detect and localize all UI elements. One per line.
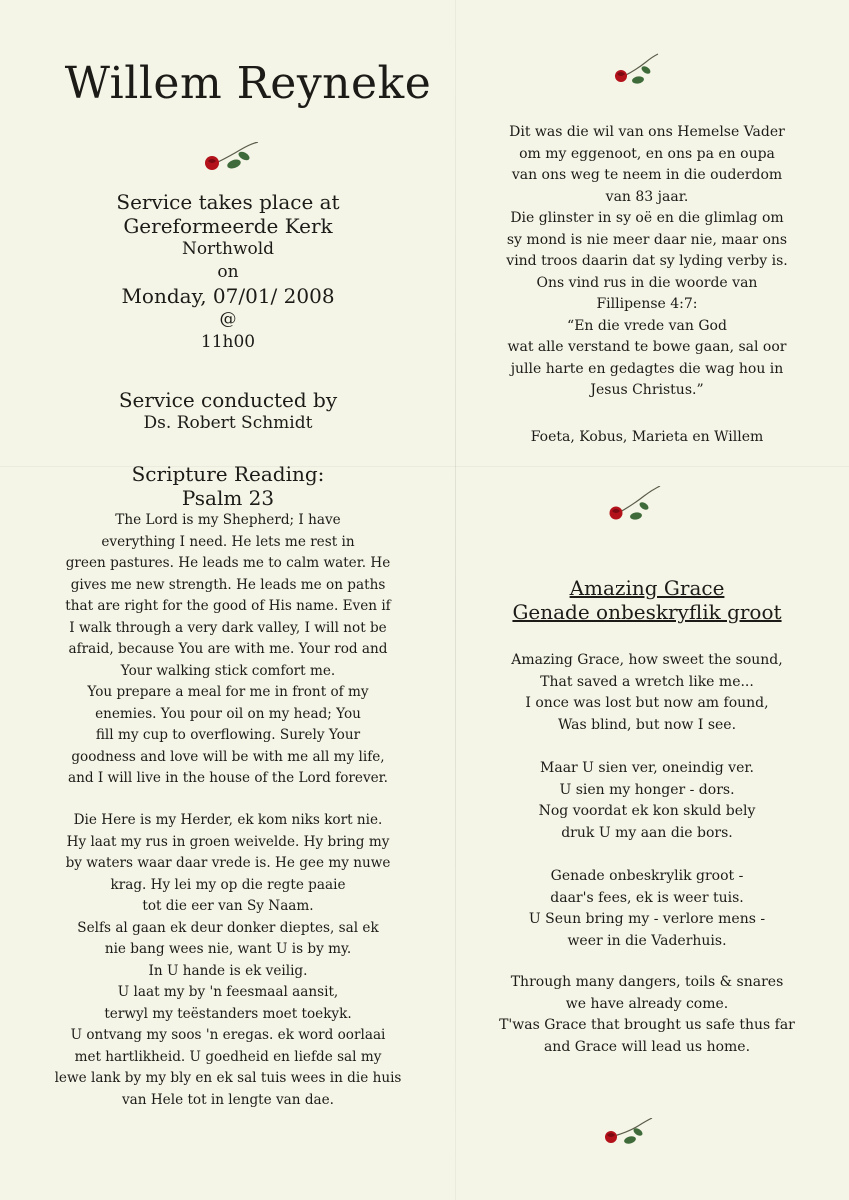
hymn-verse-1 xyxy=(462,650,832,736)
message-line: Fillipense 4:7: xyxy=(596,296,698,312)
hymn-line: Maar U sien ver, oneindig ver. xyxy=(540,760,754,776)
message-line: Ons vind rus in die woorde van xyxy=(536,274,758,291)
hymn-verse-4 xyxy=(462,972,832,1058)
psalm-line: U ontvang my soos 'n eregas. ek word oorlaai xyxy=(70,1027,386,1043)
at-label: @ xyxy=(219,309,237,329)
message-line: van 83 jaar. xyxy=(605,188,689,205)
service-time: 11h00 xyxy=(200,332,256,352)
scripture-heading-block xyxy=(18,462,438,510)
rose-icon xyxy=(606,486,662,526)
psalm-line: krag. Hy lei my op die regte paaie xyxy=(110,876,346,893)
hymn-line: weer in die Vaderhuis. xyxy=(567,932,727,949)
psalm-line: by waters waar daar vrede is. He gee my nuwe xyxy=(65,855,391,871)
psalm-line: You prepare a meal for me in front of my xyxy=(87,684,369,700)
signature-names: Foeta, Kobus, Marieta en Willem xyxy=(530,429,764,445)
psalm-line: green pastures. He leads me to calm water. He xyxy=(65,555,391,571)
hymn-title-afrikaans: Genade onbeskryflik groot xyxy=(512,600,782,624)
page-title: Willem Reyneke xyxy=(64,58,432,109)
psalm-line: Your walking stick comfort me. xyxy=(120,662,336,679)
service-details xyxy=(18,190,438,354)
psalm-line: In U hande is ek veilig. xyxy=(148,962,308,979)
message-line: julle harte en gedagtes die wag hou in xyxy=(510,360,784,377)
message-line: Dit was die wil van ons Hemelse Vader xyxy=(509,124,785,140)
hymn-line: T'was Grace that brought us safe thus far xyxy=(499,1017,795,1033)
service-date: Monday, 07/01/ 2008 xyxy=(121,284,335,308)
psalm-line: and I will live in the house of the Lord forever. xyxy=(67,770,389,786)
psalm-line: gives me new strength. He leads me on paths xyxy=(70,576,386,593)
hymn-line: daar's fees, ek is weer tuis. xyxy=(550,889,744,906)
psalm-line: Die Here is my Herder, ek kom niks kort nie. xyxy=(73,812,383,828)
psalm-line: Selfs al gaan ek deur donker dieptes, sal ek xyxy=(77,919,379,936)
hymn-line: U Seun bring my - verlore mens - xyxy=(528,911,766,927)
conducted-by xyxy=(18,388,438,435)
message-line: van ons weg te neem in die ouderdom xyxy=(511,167,783,183)
psalm-line: everything I need. He lets me rest in xyxy=(101,533,355,550)
message-line: “En die vrede van God xyxy=(567,317,727,334)
hymn-line: we have already come. xyxy=(565,995,729,1012)
psalm-line: fill my cup to overflowing. Surely Your xyxy=(95,727,361,743)
hymn-line: Nog voordat ek kon skuld bely xyxy=(538,803,756,819)
psalm-line: enemies. You pour oil on my head; You xyxy=(95,705,361,722)
hymn-line: Through many dangers, toils & snares xyxy=(510,974,784,990)
venue-line-2: Northwold xyxy=(181,239,275,259)
psalm-line: I walk through a very dark valley, I will not be xyxy=(69,619,387,636)
hymn-line: and Grace will lead us home. xyxy=(543,1038,751,1055)
paper-fold-vertical xyxy=(455,0,456,1200)
psalm-line: terwyl my teëstanders moet toekyk. xyxy=(104,1005,352,1022)
psalm-line: The Lord is my Shepherd; I have xyxy=(115,512,341,528)
right-column xyxy=(462,0,832,1200)
hymn-line: Was blind, but now I see. xyxy=(557,716,737,733)
hymn-line: That saved a wretch like me... xyxy=(540,673,754,690)
message-line: om my eggenoot, en ons pa en oupa xyxy=(519,145,775,162)
message-line: Jesus Christus.” xyxy=(590,382,704,398)
hymn-line: Genade onbeskrylik groot - xyxy=(550,868,744,884)
message-line: wat alle verstand te bowe gaan, sal oor xyxy=(507,339,787,355)
psalm-line: met hartlikheid. U goedheid en liefde sal my xyxy=(74,1048,382,1065)
hymn-line: I once was lost but now am found, xyxy=(525,695,769,711)
hymn-line: U sien my honger - dors. xyxy=(559,781,735,798)
service-heading: Service takes place at xyxy=(116,190,340,214)
psalm-line: lewe lank by my bly en ek sal tuis wees in die huis xyxy=(54,1070,402,1086)
scripture-heading: Scripture Reading: xyxy=(131,462,325,486)
on-label: on xyxy=(217,262,239,282)
psalm-line: that are right for the good of His name. Even if xyxy=(65,598,391,614)
psalm-line: van Hele tot in lengte van dae. xyxy=(121,1091,335,1108)
minister-name: Ds. Robert Schmidt xyxy=(143,413,313,433)
psalm-line: tot die eer van Sy Naam. xyxy=(142,898,314,914)
psalm-line: goodness and love will be with me all my life, xyxy=(71,748,385,765)
hymn-line: druk U my aan die bors. xyxy=(561,824,733,841)
psalm-english xyxy=(18,510,438,790)
psalm-line: Hy laat my rus in groen weivelde. Hy bring my xyxy=(66,833,390,850)
psalm-line: afraid, because You are with me. Your rod and xyxy=(68,641,388,657)
hymn-line: Amazing Grace, how sweet the sound, xyxy=(511,652,783,668)
family-signature xyxy=(462,427,832,449)
conducted-heading: Service conducted by xyxy=(118,388,338,412)
rose-icon xyxy=(612,52,660,88)
message-line: vind troos daarin dat sy lyding verby is. xyxy=(506,253,788,269)
hymn-title-block xyxy=(462,576,832,624)
hymn-verse-3 xyxy=(462,866,832,952)
rose-icon xyxy=(602,1118,654,1148)
message-line: Die glinster in sy oë en die glimlag om xyxy=(510,210,784,226)
message-line: sy mond is nie meer daar nie, maar ons xyxy=(506,231,788,248)
hymn-title-english: Amazing Grace xyxy=(569,576,725,600)
scripture-subheading: Psalm 23 xyxy=(181,486,275,510)
rose-icon xyxy=(200,142,262,174)
left-column xyxy=(18,0,438,1200)
psalm-line: nie bang wees nie, want U is by my. xyxy=(104,941,352,957)
family-message xyxy=(462,122,832,402)
psalm-afrikaans xyxy=(18,810,438,1111)
venue-line-1: Gereformeerde Kerk xyxy=(123,214,333,238)
psalm-line: U laat my by 'n feesmaal aansit, xyxy=(117,984,339,1000)
hymn-verse-2 xyxy=(462,758,832,844)
